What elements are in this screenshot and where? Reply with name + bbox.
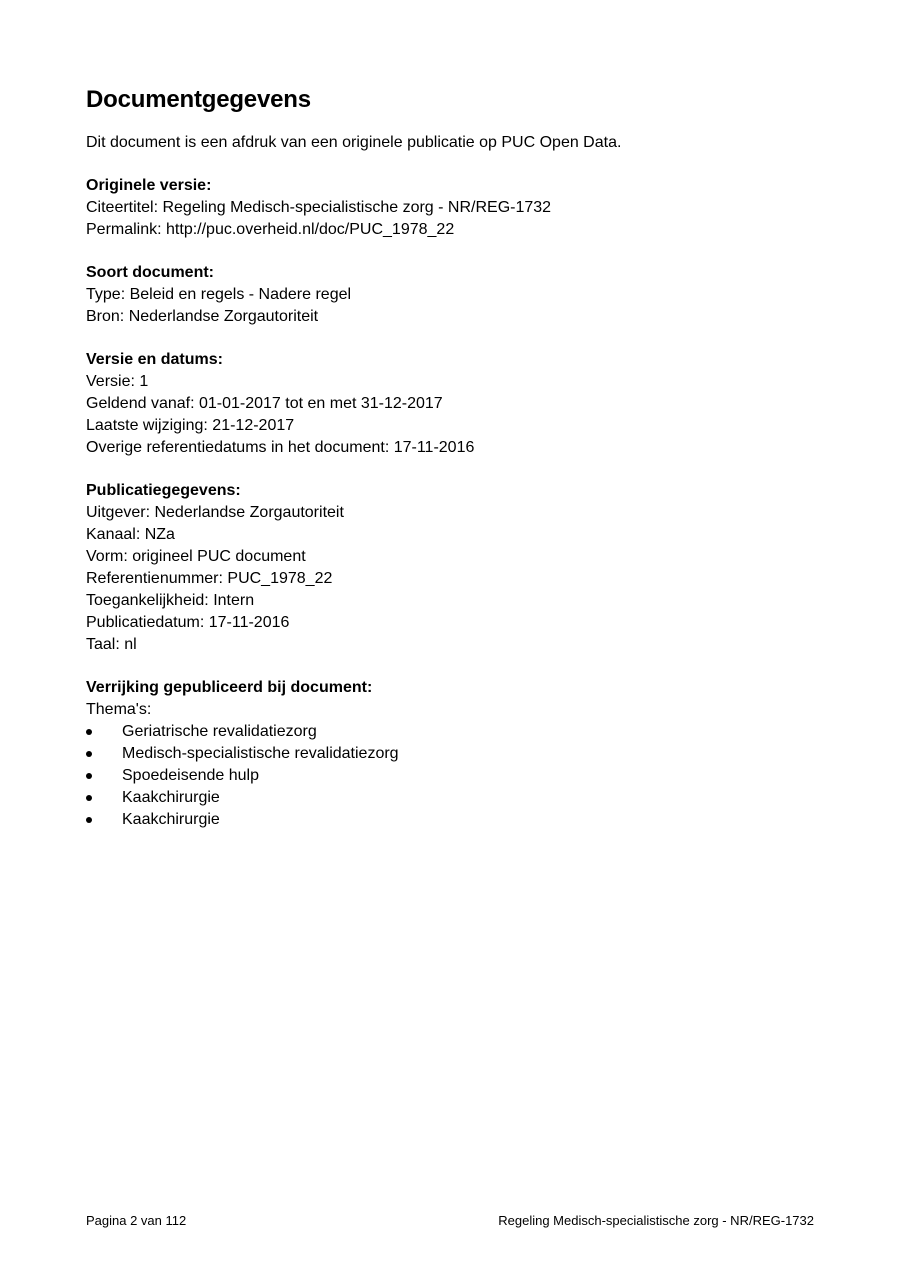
list-item [86, 809, 826, 831]
referentienummer-line: Referentienummer: PUC_1978_22 [86, 570, 333, 587]
bullet-icon [86, 817, 92, 823]
bullet-icon [86, 773, 92, 779]
themes-list [86, 721, 826, 831]
bullet-icon [86, 795, 92, 801]
list-item-label: Kaakchirurgie [122, 811, 220, 828]
bron-line: Bron: Nederlandse Zorgautoriteit [86, 308, 319, 325]
citeertitel-line: Citeertitel: Regeling Medisch-specialistische zorg - NR/REG-1732 [86, 199, 552, 216]
list-item [86, 743, 826, 765]
list-item-label: Kaakchirurgie [122, 789, 220, 806]
permalink-line: Permalink: http://puc.overheid.nl/doc/PUC_1978_22 [86, 221, 455, 238]
section-versie-en-datums [86, 349, 826, 459]
toegankelijkheid-line: Toegankelijkheid: Intern [86, 592, 255, 609]
section-heading: Versie en datums: [86, 351, 223, 368]
versie-line: Versie: 1 [86, 373, 149, 390]
section-soort-document [86, 262, 826, 328]
list-item-label: Geriatrische revalidatiezorg [122, 723, 317, 740]
kanaal-line: Kanaal: NZa [86, 526, 175, 543]
geldend-vanaf-line: Geldend vanaf: 01-01-2017 tot en met 31-12-2017 [86, 395, 443, 412]
section-heading: Soort document: [86, 264, 214, 281]
bullet-icon [86, 729, 92, 735]
section-heading: Originele versie: [86, 177, 212, 194]
referentiedatums-line: Overige referentiedatums in het document: 17-11-2016 [86, 439, 475, 456]
page-number: Pagina 2 van 112 [86, 1213, 187, 1228]
page-title: Documentgegevens [86, 86, 311, 113]
laatste-wijziging-line: Laatste wijziging: 21-12-2017 [86, 417, 295, 434]
uitgever-line: Uitgever: Nederlandse Zorgautoriteit [86, 504, 344, 521]
document-content [86, 84, 826, 831]
section-heading: Verrijking gepubliceerd bij document: [86, 679, 373, 696]
taal-line: Taal: nl [86, 636, 137, 653]
section-heading: Publicatiegegevens: [86, 482, 241, 499]
publicatiedatum-line: Publicatiedatum: 17-11-2016 [86, 614, 290, 631]
list-item [86, 787, 826, 809]
type-line: Type: Beleid en regels - Nadere regel [86, 286, 352, 303]
list-item-label: Medisch-specialistische revalidatiezorg [122, 745, 399, 762]
themas-label: Thema's: [86, 701, 152, 718]
list-item-label: Spoedeisende hulp [122, 767, 260, 784]
bullet-icon [86, 751, 92, 757]
list-item [86, 721, 826, 743]
intro-text: Dit document is een afdruk van een originele publicatie op PUC Open Data. [86, 134, 622, 151]
section-originele-versie [86, 175, 826, 241]
section-verrijking [86, 677, 826, 831]
vorm-line: Vorm: origineel PUC document [86, 548, 306, 565]
list-item [86, 765, 826, 787]
section-publicatiegegevens [86, 480, 826, 656]
footer-document-title: Regeling Medisch-specialistische zorg - NR/REG-1732 [498, 1213, 814, 1228]
